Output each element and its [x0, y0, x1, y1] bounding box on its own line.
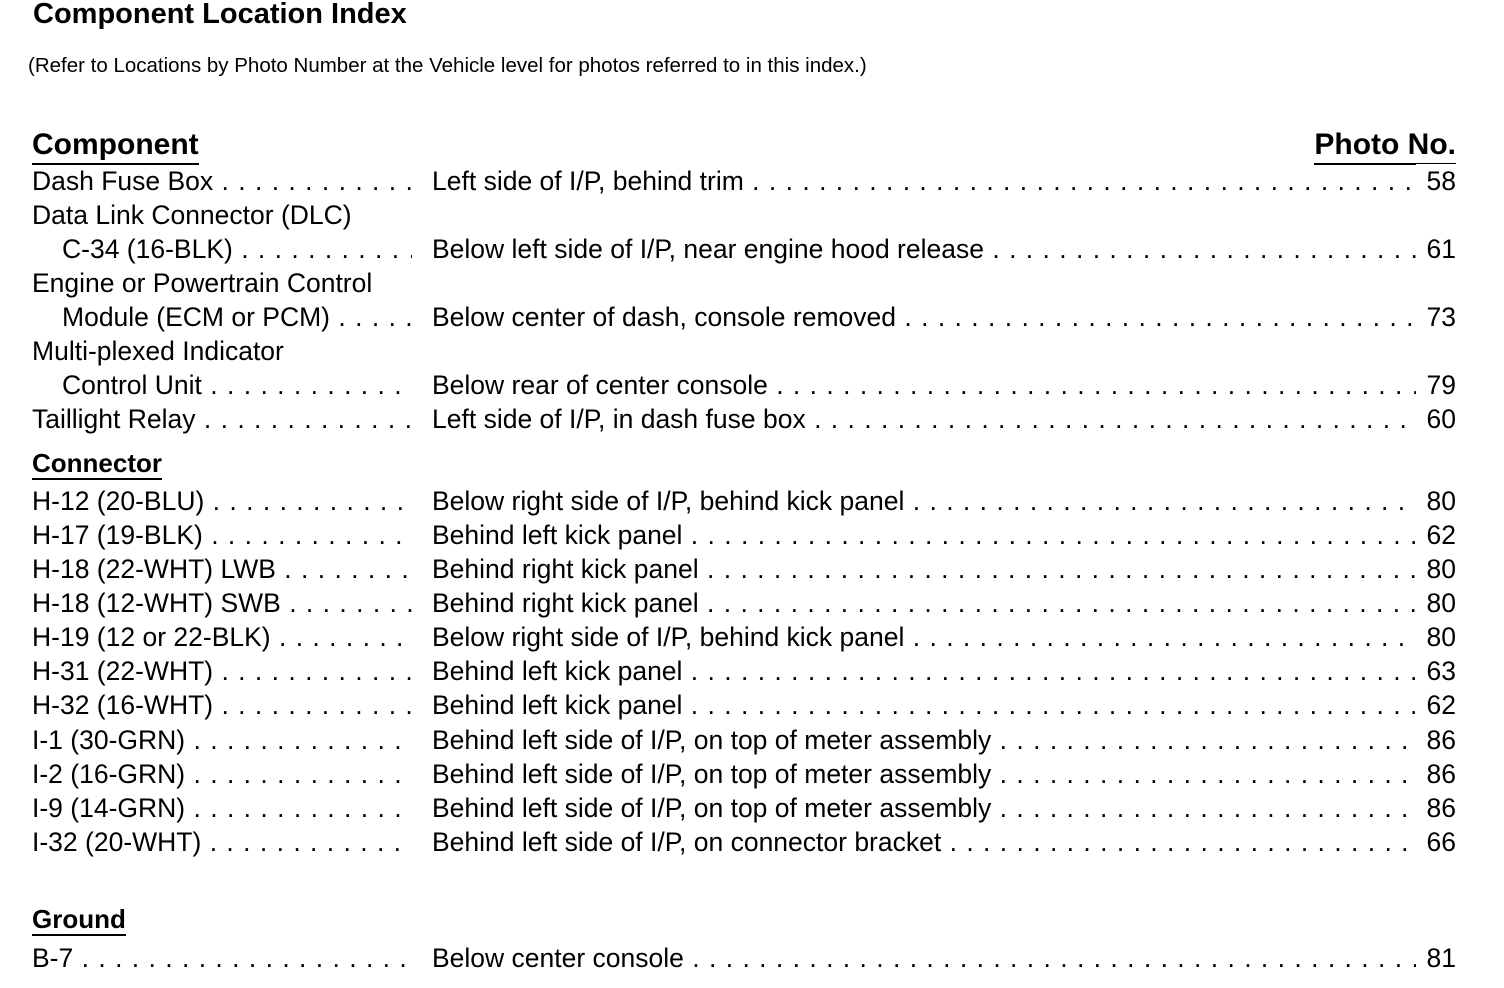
row-photo-number: 62 — [1416, 688, 1456, 722]
row-component: Module (ECM or PCM) . . . — [32, 300, 412, 334]
row-component: H-12 (20-BLU) . . . — [32, 484, 412, 518]
row-photo-number: 61 — [1416, 232, 1456, 266]
row-photo-number: 79 — [1416, 368, 1456, 402]
index-row — [32, 654, 1456, 688]
row-component: H-31 (22-WHT) . . . — [32, 654, 412, 688]
index-row — [32, 368, 1456, 402]
index-row-label — [32, 334, 1456, 368]
row-location: Behind left side of I/P, on connector bracket . . . — [432, 825, 1422, 859]
row-component: H-17 (19-BLK) . . . — [32, 518, 412, 552]
row-photo-number: 80 — [1416, 484, 1456, 518]
index-row — [32, 941, 1456, 975]
column-header-component: Component — [32, 127, 199, 165]
index-row-label — [32, 266, 1456, 300]
row-component: I-32 (20-WHT) . . . — [32, 825, 412, 859]
row-location: Below rear of center console . . . — [432, 368, 1422, 402]
row-location: Behind left side of I/P, on top of meter assembly . . . — [432, 791, 1422, 825]
row-location: Left side of I/P, behind trim . . . — [432, 164, 1422, 198]
index-row — [32, 484, 1456, 518]
row-location: Below right side of I/P, behind kick panel . . . — [432, 484, 1422, 518]
row-location: Behind left side of I/P, on top of meter assembly . . . — [432, 723, 1422, 757]
row-photo-number: 86 — [1416, 791, 1456, 825]
row-component: I-2 (16-GRN) . . . — [32, 757, 412, 791]
row-component: Taillight Relay . . . — [32, 402, 412, 436]
row-component: H-19 (12 or 22-BLK) . . . — [32, 620, 412, 654]
row-component: Multi-plexed Indicator — [32, 336, 284, 366]
row-location: Below right side of I/P, behind kick panel . . . — [432, 620, 1422, 654]
row-component: Control Unit . . . — [32, 368, 412, 402]
row-photo-number: 80 — [1416, 620, 1456, 654]
row-photo-number: 66 — [1416, 825, 1456, 859]
row-location: Behind left kick panel . . . — [432, 518, 1422, 552]
index-row — [32, 402, 1456, 436]
row-location: Behind left kick panel . . . — [432, 654, 1422, 688]
section-heading-connector: Connector — [32, 448, 162, 478]
row-photo-number: 63 — [1416, 654, 1456, 688]
row-location: Below center of dash, console removed . . . — [432, 300, 1422, 334]
index-row — [32, 232, 1456, 266]
index-row — [32, 791, 1456, 825]
section-heading-ground: Ground — [32, 904, 126, 934]
row-component: Dash Fuse Box . . . — [32, 164, 412, 198]
row-photo-number: 58 — [1416, 164, 1456, 198]
row-component: Engine or Powertrain Control — [32, 268, 373, 298]
index-row — [32, 586, 1456, 620]
row-component: H-18 (22-WHT) LWB . . . — [32, 552, 412, 586]
row-location: Below center console . . . — [432, 941, 1422, 975]
page-subtitle: (Refer to Locations by Photo Number at the Vehicle level for photos referred to in this index.) — [28, 54, 867, 77]
row-location: Behind left kick panel . . . — [432, 688, 1422, 722]
index-row — [32, 757, 1456, 791]
row-photo-number: 80 — [1416, 586, 1456, 620]
row-photo-number: 86 — [1416, 757, 1456, 791]
index-row — [32, 688, 1456, 722]
row-component: I-1 (30-GRN) . . . — [32, 723, 412, 757]
row-photo-number: 80 — [1416, 552, 1456, 586]
row-component: I-9 (14-GRN) . . . — [32, 791, 412, 825]
column-header-photo: Photo No. — [1314, 127, 1456, 165]
row-component: Data Link Connector (DLC) — [32, 200, 352, 230]
row-location: Behind left side of I/P, on top of meter assembly . . . — [432, 757, 1422, 791]
index-row — [32, 825, 1456, 859]
row-photo-number: 62 — [1416, 518, 1456, 552]
row-component: C-34 (16-BLK) . . . — [32, 232, 412, 266]
row-location: Left side of I/P, in dash fuse box . . . — [432, 402, 1422, 436]
index-row — [32, 164, 1456, 198]
index-row — [32, 723, 1456, 757]
index-row — [32, 300, 1456, 334]
row-component: H-18 (12-WHT) SWB . . . — [32, 586, 412, 620]
index-row-label — [32, 198, 1456, 232]
index-row — [32, 518, 1456, 552]
page-title: Component Location Index — [33, 0, 407, 30]
row-component: H-32 (16-WHT) . . . — [32, 688, 412, 722]
row-location: Below left side of I/P, near engine hood release . . . — [432, 232, 1422, 266]
row-location: Behind right kick panel . . . — [432, 552, 1422, 586]
row-photo-number: 81 — [1416, 941, 1456, 975]
index-row — [32, 552, 1456, 586]
row-location: Behind right kick panel . . . — [432, 586, 1422, 620]
index-row — [32, 620, 1456, 654]
row-photo-number: 73 — [1416, 300, 1456, 334]
row-photo-number: 60 — [1416, 402, 1456, 436]
row-photo-number: 86 — [1416, 723, 1456, 757]
row-component: B-7 . . . — [32, 941, 412, 975]
